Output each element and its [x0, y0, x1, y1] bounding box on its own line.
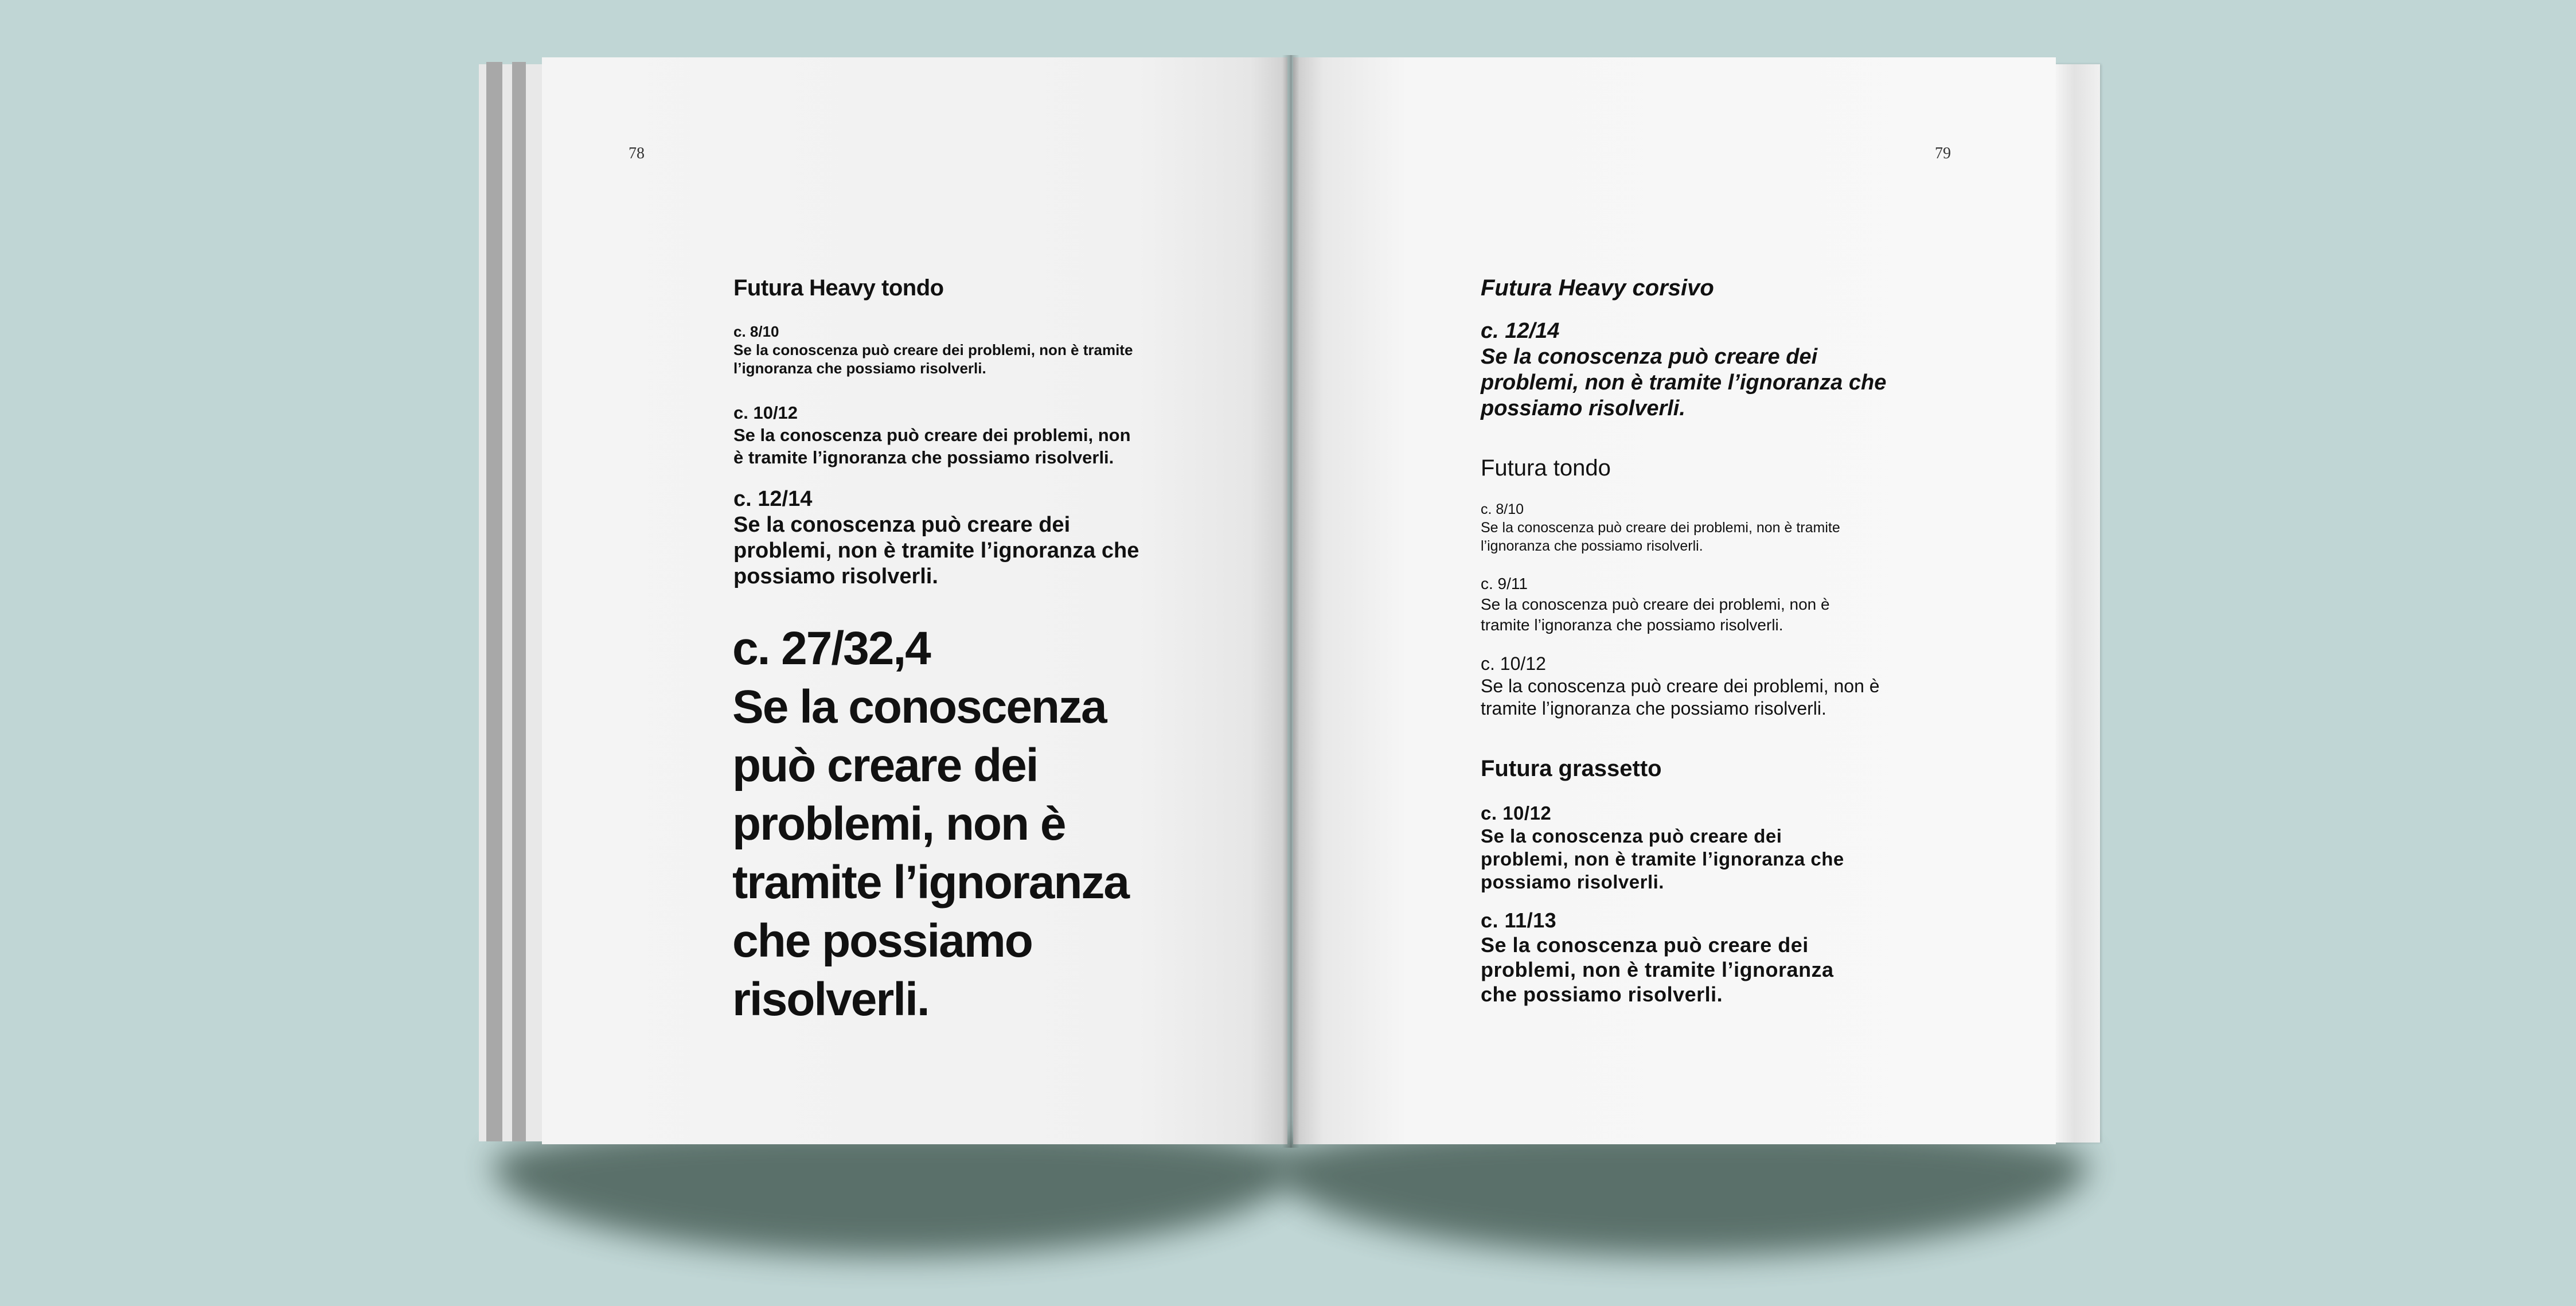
sample-label: c. 10/12	[1481, 653, 1546, 674]
sample-text: Se la conoscenza può creare dei problemi, non è tramite l’ignoranza che possiamo risolverli.	[732, 681, 1129, 1026]
section-title-text: Futura grassetto	[1481, 756, 1662, 781]
sample-grassetto-c11-13	[1481, 908, 1834, 1007]
sample-grassetto-c10-12	[1481, 802, 1844, 894]
sample-tondo-c8-10	[1481, 500, 1840, 555]
sample-italic-c12-14	[1481, 318, 1886, 422]
page-number-left: 78	[629, 145, 645, 162]
sample-label: c. 10/12	[1481, 802, 1552, 824]
sample-text: Se la conoscenza può creare dei problemi, non è tramite l’ignoranza che possiamo risolverli.	[1481, 825, 1844, 892]
page-stack-stripe	[486, 62, 502, 1141]
section-title-text: Futura tondo	[1481, 455, 1611, 481]
sample-label: c. 9/11	[1481, 575, 1528, 592]
sample-text: Se la conoscenza può creare dei problemi, non è tramite l’ignoranza che possiamo risolverli.	[1481, 676, 1880, 719]
sample-tondo-c9-11	[1481, 574, 1830, 636]
book-gutter	[1282, 55, 1299, 1148]
sample-label: c. 12/14	[1481, 319, 1560, 343]
sample-text: Se la conoscenza può creare dei problemi, non è tramite l’ignoranza che possiamo risolverli.	[1481, 345, 1887, 420]
section-title	[1481, 755, 1662, 782]
sample-text: Se la conoscenza può creare dei problemi, non è tramite l’ignoranza che possiamo risolverli.	[733, 425, 1131, 467]
sample-c10-12	[733, 401, 1131, 469]
page-number-right: 79	[1935, 145, 1951, 162]
sample-text: Se la conoscenza può creare dei problemi, non è tramite l’ignoranza che possiamo risolverli.	[1481, 520, 1840, 554]
sample-text: Se la conoscenza può creare dei problemi, non è tramite l’ignoranza che possiamo risolverli.	[1481, 595, 1830, 634]
section-title	[1481, 454, 1611, 482]
sample-label: c. 11/13	[1481, 909, 1557, 932]
page-stack-stripe	[512, 62, 526, 1141]
sample-text: Se la conoscenza può creare dei problemi, non è tramite l’ignoranza che possiamo risolverli.	[1481, 933, 1834, 1006]
sample-label: c. 8/10	[1481, 501, 1524, 517]
sample-label: c. 8/10	[733, 323, 779, 340]
sample-tondo-c10-12	[1481, 653, 1880, 720]
sample-label: c. 12/14	[733, 487, 813, 511]
sample-label: c. 27/32,4	[732, 622, 930, 675]
sample-label: c. 10/12	[733, 403, 798, 423]
sample-text: Se la conoscenza può creare dei problemi, non è tramite l’ignoranza che possiamo risolverli.	[733, 513, 1139, 588]
left-section	[733, 274, 944, 302]
sample-c8-10	[733, 322, 1133, 377]
section-title: Futura Heavy tondo	[733, 275, 944, 301]
sample-c12-14	[733, 486, 1139, 590]
section-title-text: Futura Heavy corsivo	[1481, 275, 1714, 301]
sample-text: Se la conoscenza può creare dei problemi, non è tramite l’ignoranza che possiamo risolverli.	[733, 341, 1133, 377]
sample-c27-32	[732, 619, 1129, 1029]
section-title	[1481, 274, 1714, 302]
